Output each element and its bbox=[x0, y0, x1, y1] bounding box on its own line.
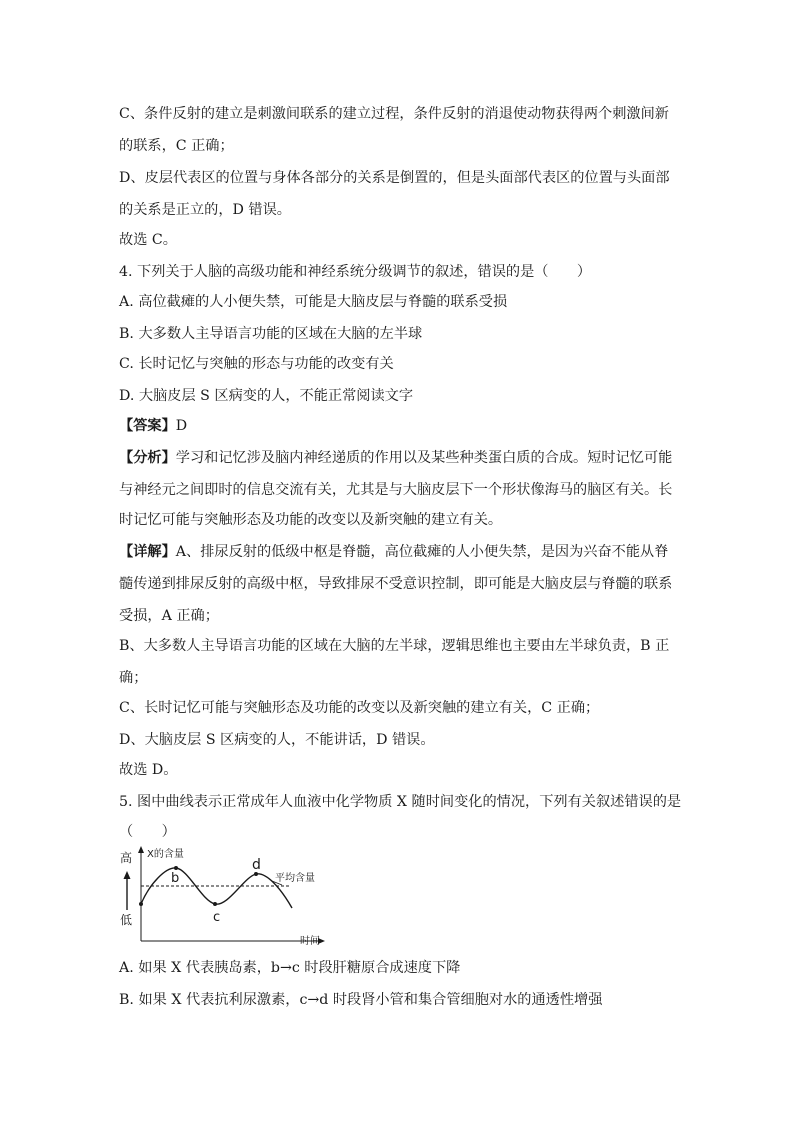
section-label: 【详解】 bbox=[119, 544, 176, 560]
text-line bbox=[119, 958, 460, 978]
text-line bbox=[119, 354, 394, 374]
point-b-dot bbox=[174, 866, 178, 870]
line-text: 与神经元之间即时的信息交流有关，尤其是与大脑皮层下一个形状像海马的脑区有关。长 bbox=[119, 482, 673, 498]
line-text: A. 高位截瘫的人小便失禁，可能是大脑皮层与脊髓的联系受损 bbox=[119, 294, 508, 310]
y-axis-label: X的含量 bbox=[147, 849, 184, 860]
text-line bbox=[119, 136, 234, 156]
text-line bbox=[119, 510, 502, 530]
line-text: 的联系，C 正确； bbox=[119, 138, 234, 154]
line-text: 确； bbox=[119, 670, 148, 686]
start-point bbox=[139, 902, 143, 906]
line-text: B. 如果 X 代表抗利尿激素，c→d 时段肾小管和集合管细胞对水的通透性增强 bbox=[119, 992, 603, 1008]
y-axis-arrow-icon bbox=[138, 846, 144, 853]
point-c-dot bbox=[213, 902, 217, 906]
text-line bbox=[119, 792, 681, 812]
line-text: （ ） bbox=[119, 824, 176, 840]
line-text: D、大脑皮层 S 区病变的人，不能讲话，D 错误。 bbox=[119, 732, 435, 748]
text-line bbox=[119, 636, 669, 656]
point-b-label: b bbox=[171, 871, 180, 886]
line-text: A. 如果 X 代表胰岛素，b→c 时段肝糖原合成速度下降 bbox=[119, 960, 461, 976]
up-arrow-icon bbox=[124, 871, 131, 879]
text-line bbox=[119, 760, 177, 780]
text-line bbox=[119, 200, 291, 220]
line-text: C、长时记忆可能与突触形态及功能的改变以及新突触的建立有关，C 正确； bbox=[119, 700, 600, 716]
text-line bbox=[119, 574, 672, 594]
high-label: 高 bbox=[120, 851, 133, 865]
line-text: 5. 图中曲线表示正常成年人血液中化学物质 X 随时间变化的情况，下列有关叙述错误的是 bbox=[119, 794, 682, 810]
text-line bbox=[119, 324, 422, 344]
line-text: 故选 C。 bbox=[119, 232, 177, 248]
x-axis-label: 时间 bbox=[300, 936, 320, 947]
text-line bbox=[119, 262, 591, 282]
line-text: 的关系是正立的，D 错误。 bbox=[119, 202, 291, 218]
text-line bbox=[119, 168, 670, 188]
line-text: A、排尿反射的低级中枢是脊髓，高位截瘫的人小便失禁，是因为兴奋不能从脊 bbox=[175, 544, 669, 560]
point-d-label: d bbox=[252, 857, 261, 873]
text-line bbox=[119, 606, 219, 626]
line-text: C、条件反射的建立是刺激间联系的建立过程，条件反射的消退使动物获得两个刺激间新 bbox=[119, 106, 669, 122]
text-line bbox=[119, 822, 176, 842]
text-line bbox=[119, 990, 602, 1010]
text-line bbox=[119, 416, 187, 436]
text-line bbox=[119, 668, 147, 688]
line-text: B、大多数人主导语言功能的区域在大脑的左半球，逻辑思维也主要由左半球负责，B 正 bbox=[119, 638, 670, 654]
line-text: B. 大多数人主导语言功能的区域在大脑的左半球 bbox=[119, 326, 423, 342]
line-text: 故选 D。 bbox=[119, 762, 178, 778]
section-label: 【分析】 bbox=[119, 450, 176, 466]
line-text: 受损，A 正确； bbox=[119, 608, 219, 624]
line-text: D bbox=[175, 418, 188, 434]
average-label: 平均含量 bbox=[275, 873, 315, 884]
line-text: 髓传递到排尿反射的高级中枢，导致排尿不受意识控制，即可能是大脑皮层与脊髓的联系 bbox=[119, 576, 673, 592]
text-line bbox=[119, 230, 177, 250]
line-text: 学习和记忆涉及脑内神经递质的作用以及某些种类蛋白质的合成。短时记忆可能 bbox=[175, 450, 673, 466]
line-text: 4. 下列关于人脑的高级功能和神经系统分级调节的叙述，错误的是（ ） bbox=[119, 264, 592, 280]
text-line bbox=[119, 480, 672, 500]
text-line bbox=[119, 448, 672, 468]
text-line bbox=[119, 730, 435, 750]
line-text: D. 大脑皮层 S 区病变的人，不能正常阅读文字 bbox=[119, 388, 414, 404]
section-label: 【答案】 bbox=[119, 418, 176, 434]
x-content-curve bbox=[141, 868, 292, 908]
text-line bbox=[119, 542, 668, 562]
line-text: C. 长时记忆与突触的形态与功能的改变有关 bbox=[119, 356, 394, 372]
x-content-curve-figure bbox=[114, 843, 330, 953]
line-text: D、皮层代表区的位置与身体各部分的关系是倒置的，但是头面部代表区的位置与头面部 bbox=[119, 170, 670, 186]
text-line bbox=[119, 292, 507, 312]
line-text: 时记忆可能与突触形态及功能的改变以及新突触的建立有关。 bbox=[119, 512, 503, 528]
point-c-label: c bbox=[213, 910, 221, 925]
text-line bbox=[119, 698, 599, 718]
text-line bbox=[119, 386, 413, 406]
low-label: 低 bbox=[120, 913, 133, 927]
text-line bbox=[119, 104, 669, 124]
